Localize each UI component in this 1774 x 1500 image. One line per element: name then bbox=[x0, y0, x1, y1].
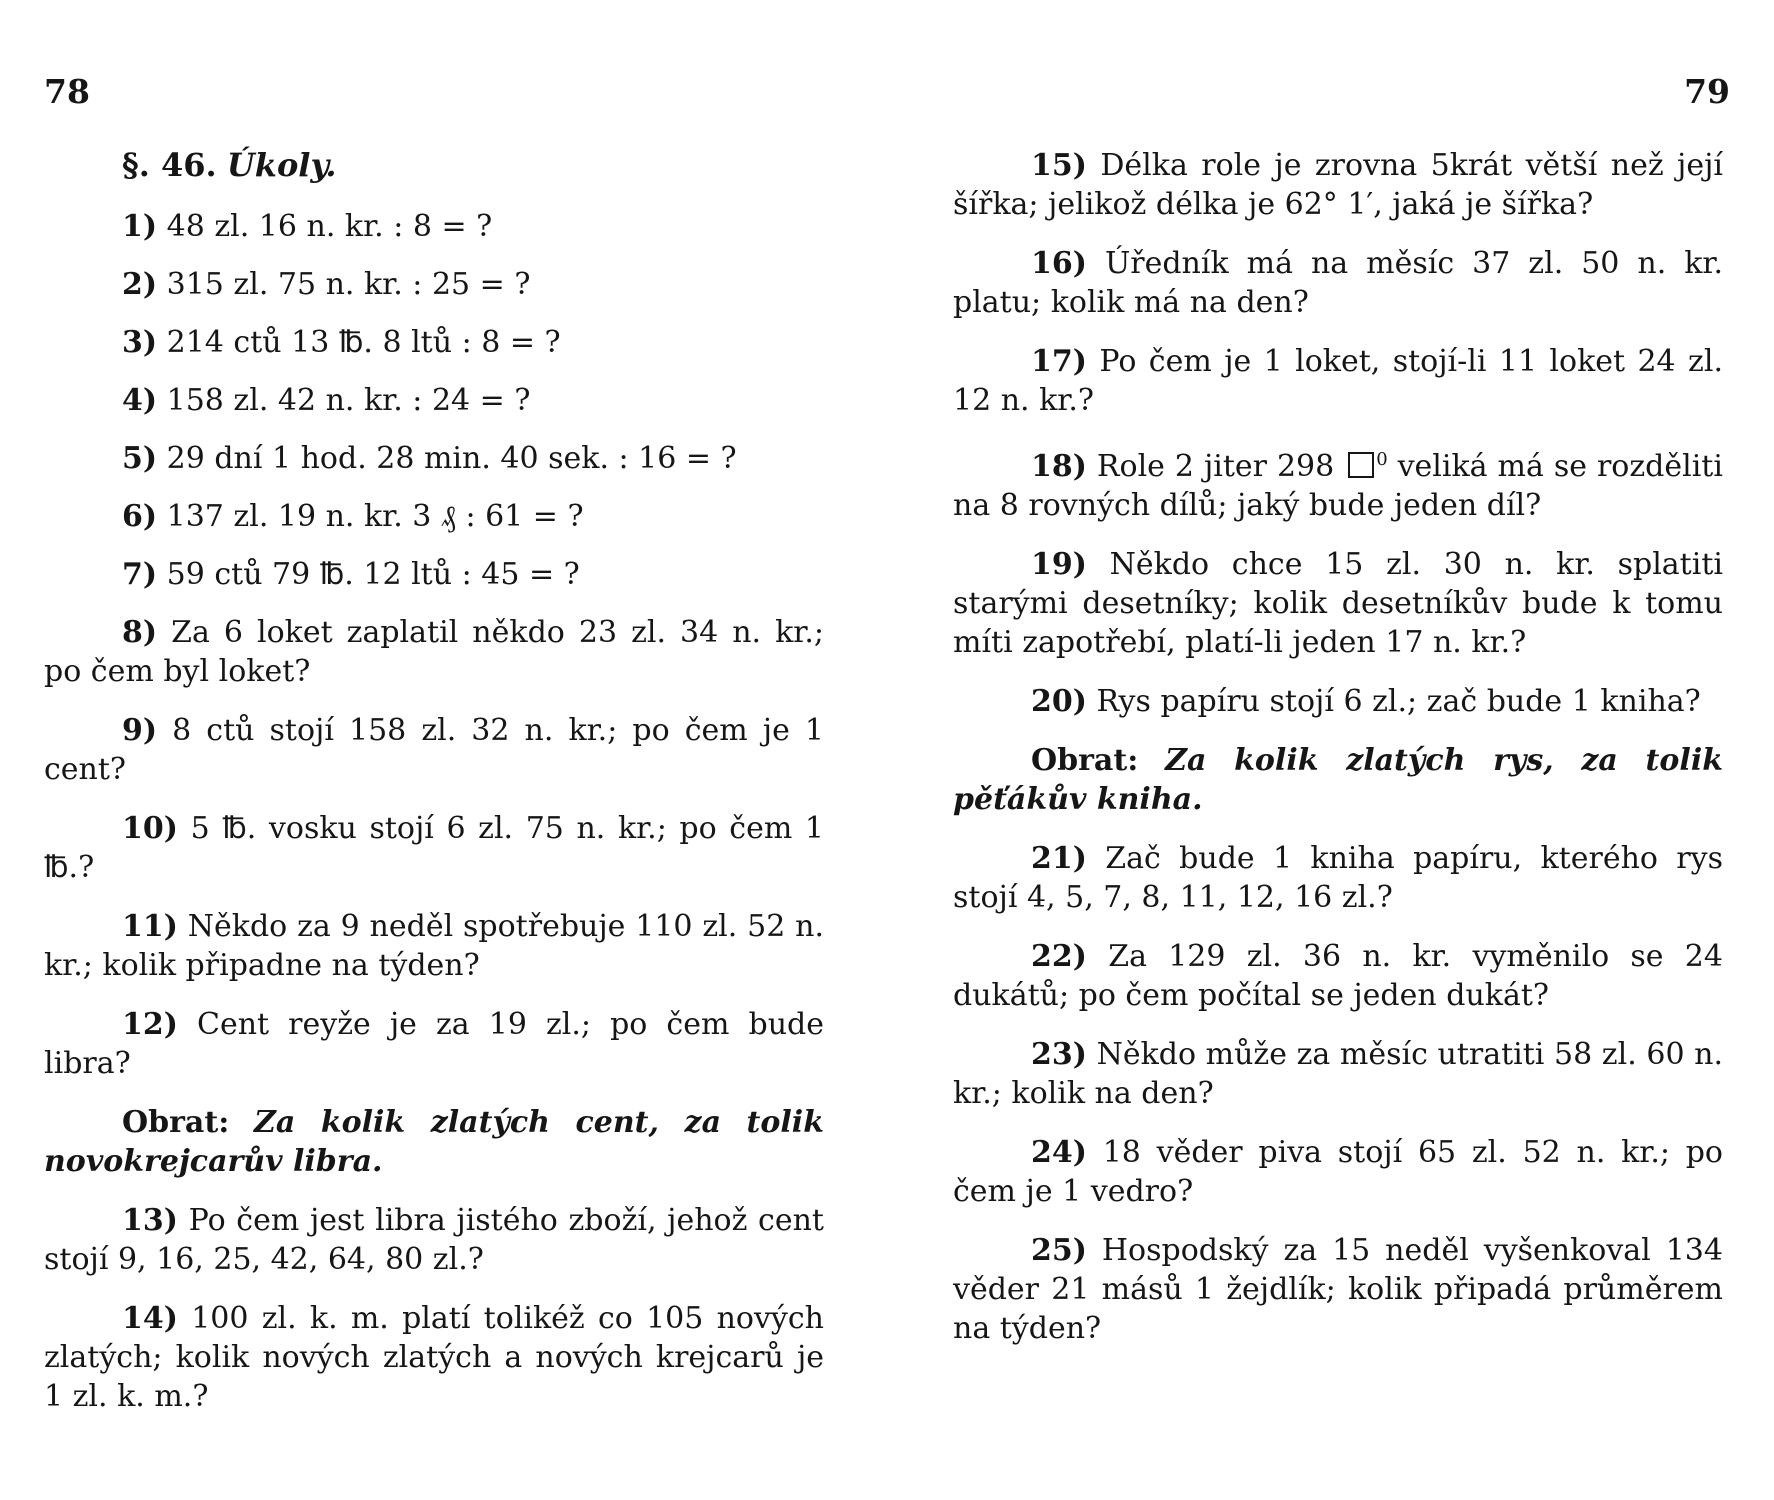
task-text: 48 zl. 16 n. kr. : 8 = ? bbox=[166, 209, 493, 244]
task-10 bbox=[44, 809, 824, 887]
task-number: 17) bbox=[1031, 344, 1087, 379]
task-text: Hospodský za 15 neděl vyšenkoval 134 věder 21 másů 1 žejdlík; kolik připadá průměrem na týden? bbox=[953, 1233, 1723, 1346]
right-column bbox=[953, 146, 1723, 1368]
task-number: 14) bbox=[122, 1301, 178, 1336]
task-text: Za 129 zl. 36 n. kr. vyměnilo se 24 dukátů; po čem počítal se jeden dukát? bbox=[953, 939, 1723, 1013]
task-text: 18 věder piva stojí 65 zl. 52 n. kr.; po čem je 1 vedro? bbox=[953, 1135, 1723, 1209]
task-text: 158 zl. 42 n. kr. : 24 = ? bbox=[166, 383, 531, 418]
section-heading bbox=[122, 146, 824, 185]
task-text: 214 ctů 13 ℔. 8 ltů : 8 = ? bbox=[166, 325, 561, 360]
task-number: 18) bbox=[1031, 449, 1087, 484]
task-number: 13) bbox=[122, 1203, 178, 1238]
task-text: Cent reyže je za 19 zl.; po čem bude libra? bbox=[44, 1007, 824, 1081]
task-9 bbox=[44, 711, 824, 789]
left-column bbox=[44, 146, 824, 1436]
section-title: Úkoly. bbox=[226, 146, 337, 184]
task-24 bbox=[953, 1133, 1723, 1211]
task-3 bbox=[122, 323, 824, 362]
task-6 bbox=[122, 497, 824, 536]
task-number: 11) bbox=[122, 909, 178, 944]
task-16 bbox=[953, 244, 1723, 322]
task-17 bbox=[953, 342, 1723, 420]
obrat-text: Za kolik zlatých rys, za tolik pěťákův kniha. bbox=[953, 743, 1723, 817]
task-text: Někdo chce 15 zl. 30 n. kr. splatiti starými desetníky; kolik desetníkův bude k tomu míti zapotřebí, platí-li jeden 17 n. kr.? bbox=[953, 547, 1723, 660]
task-text: Někdo může za měsíc utratiti 58 zl. 60 n. kr.; kolik na den? bbox=[953, 1037, 1723, 1111]
task-text: 100 zl. k. m. platí tolikéž co 105 nových zlatých; kolik nových zlatých a nových krejcarů je 1 zl. k. m.? bbox=[44, 1301, 824, 1414]
obrat-text: Za kolik zlatých cent, za tolik novokrejcarův libra. bbox=[44, 1105, 824, 1179]
task-14 bbox=[44, 1299, 824, 1416]
task-number: 10) bbox=[122, 811, 178, 846]
task-11 bbox=[44, 907, 824, 985]
task-25 bbox=[953, 1231, 1723, 1348]
unit-superscript: 0 bbox=[1376, 449, 1388, 470]
task-text: 137 zl. 19 n. kr. 3 ₰ : 61 = ? bbox=[166, 499, 584, 534]
task-12 bbox=[44, 1005, 824, 1083]
task-number: 22) bbox=[1031, 939, 1087, 974]
task-19 bbox=[953, 545, 1723, 662]
task-23 bbox=[953, 1035, 1723, 1113]
task-text: 8 ctů stojí 158 zl. 32 n. kr.; po čem je 1 cent? bbox=[44, 713, 824, 787]
section-label: §. 46. bbox=[122, 146, 217, 184]
page-number-right: 79 bbox=[1684, 72, 1730, 111]
task-number: 5) bbox=[122, 441, 158, 476]
task-text: 29 dní 1 hod. 28 min. 40 sek. : 16 = ? bbox=[166, 441, 737, 476]
task-number: 3) bbox=[122, 325, 158, 360]
task-text: Po čem jest libra jistého zboží, jehož cent stojí 9, 16, 25, 42, 64, 80 zl.? bbox=[44, 1203, 824, 1277]
task-text: Někdo za 9 neděl spotřebuje 110 zl. 52 n. kr.; kolik připadne na týden? bbox=[44, 909, 824, 983]
task-number: 8) bbox=[122, 615, 158, 650]
task-text-cont: veliká má se rozděliti na 8 rovných dílů; jaký bude jeden díl? bbox=[953, 449, 1723, 523]
task-15 bbox=[953, 146, 1723, 224]
right-page bbox=[887, 0, 1774, 1500]
task-7 bbox=[122, 555, 824, 594]
obrat-note bbox=[44, 1103, 824, 1181]
task-text: Za 6 loket zaplatil někdo 23 zl. 34 n. kr.; po čem byl loket? bbox=[44, 615, 824, 689]
task-1 bbox=[122, 207, 824, 246]
task-text: 5 ℔. vosku stojí 6 zl. 75 n. kr.; po čem 1 ℔.? bbox=[44, 811, 824, 885]
task-number: 21) bbox=[1031, 841, 1087, 876]
task-4 bbox=[122, 381, 824, 420]
task-number: 25) bbox=[1031, 1233, 1087, 1268]
obrat-label: Obrat: bbox=[1031, 743, 1139, 778]
obrat-label: Obrat: bbox=[122, 1105, 230, 1140]
task-text: Rys papíru stojí 6 zl.; zač bude 1 kniha? bbox=[1096, 684, 1701, 719]
task-number: 7) bbox=[122, 557, 158, 592]
task-number: 1) bbox=[122, 209, 158, 244]
task-text: Role 2 jiter 298 bbox=[1096, 449, 1335, 484]
task-number: 20) bbox=[1031, 684, 1087, 719]
task-number: 16) bbox=[1031, 246, 1087, 281]
task-5 bbox=[122, 439, 824, 478]
task-text: Zač bude 1 kniha papíru, kterého rys stojí 4, 5, 7, 8, 11, 12, 16 zl.? bbox=[953, 841, 1723, 915]
task-8 bbox=[44, 613, 824, 691]
task-number: 9) bbox=[122, 713, 158, 748]
task-number: 12) bbox=[122, 1007, 178, 1042]
task-18 bbox=[953, 440, 1723, 525]
task-number: 2) bbox=[122, 267, 158, 302]
task-number: 19) bbox=[1031, 547, 1087, 582]
task-number: 24) bbox=[1031, 1135, 1087, 1170]
task-number: 15) bbox=[1031, 148, 1087, 183]
task-number: 6) bbox=[122, 499, 158, 534]
task-text: 59 ctů 79 ℔. 12 ltů : 45 = ? bbox=[166, 557, 580, 592]
task-text: Po čem je 1 loket, stojí-li 11 loket 24 zl. 12 n. kr.? bbox=[953, 344, 1723, 418]
task-number: 4) bbox=[122, 383, 158, 418]
task-text: Délka role je zrovna 5krát větší než její šířka; jelikož délka je 62° 1′, jaká je šířka? bbox=[953, 148, 1723, 222]
task-21 bbox=[953, 839, 1723, 917]
task-20 bbox=[953, 682, 1723, 721]
obrat-note-right bbox=[953, 741, 1723, 819]
task-text: 315 zl. 75 n. kr. : 25 = ? bbox=[166, 267, 531, 302]
square-unit-icon bbox=[1348, 452, 1374, 478]
page-number-left: 78 bbox=[44, 72, 90, 111]
task-number: 23) bbox=[1031, 1037, 1087, 1072]
task-text: Úředník má na měsíc 37 zl. 50 n. kr. platu; kolik má na den? bbox=[953, 246, 1723, 320]
task-13 bbox=[44, 1201, 824, 1279]
task-2 bbox=[122, 265, 824, 304]
task-22 bbox=[953, 937, 1723, 1015]
